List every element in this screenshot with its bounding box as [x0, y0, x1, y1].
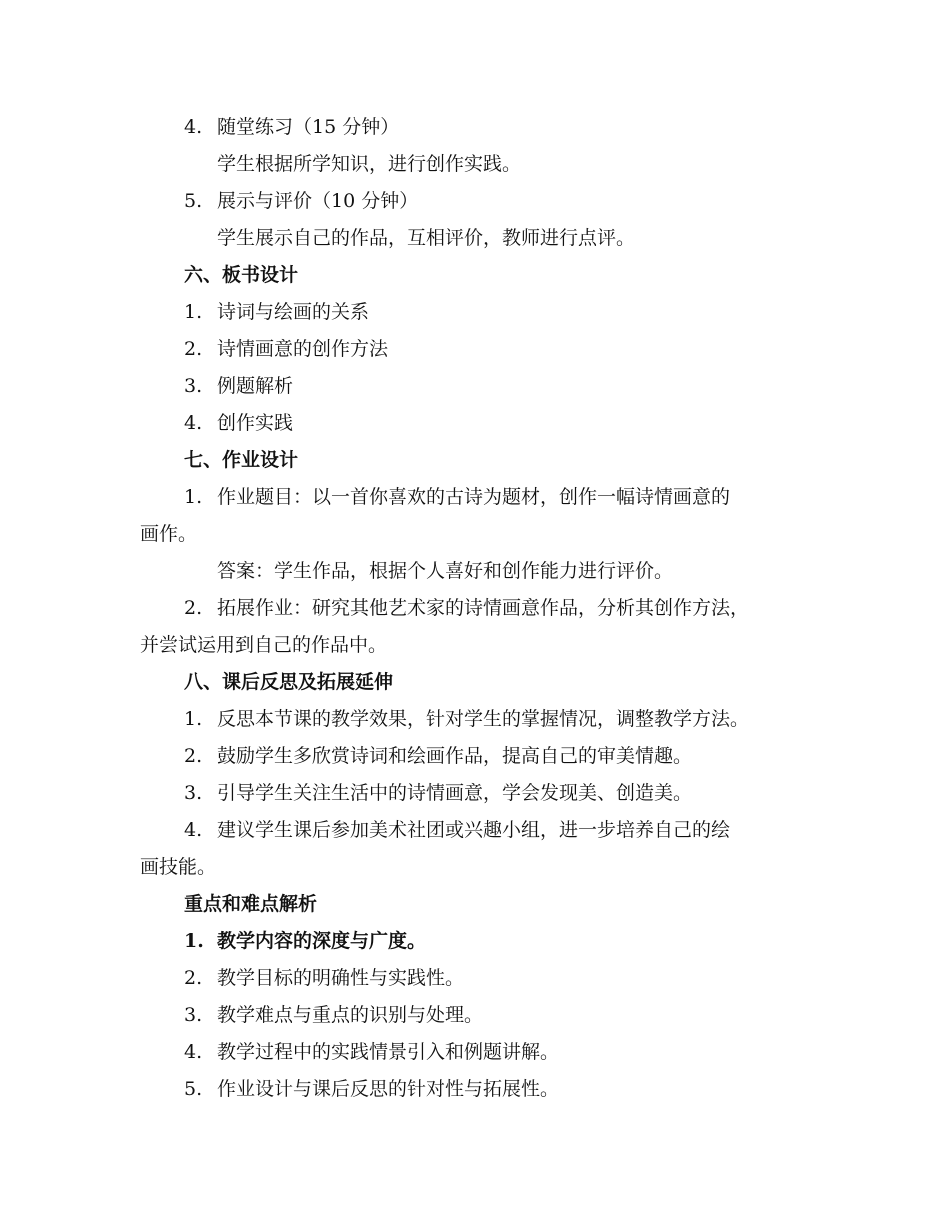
list-item — [184, 1040, 559, 1064]
list-item — [184, 966, 464, 990]
list-item — [184, 596, 749, 620]
item-number: 1. — [184, 486, 203, 508]
list-item — [184, 1003, 483, 1027]
item-number: 2. — [184, 338, 203, 360]
item-text: 教学目标的明确性与实践性。 — [217, 967, 465, 989]
section-heading-analysis: 重点和难点解析 — [184, 893, 318, 915]
section-heading-board: 六、板书设计 — [184, 264, 299, 286]
list-item — [184, 374, 293, 398]
item-continuation: 画作。 — [140, 523, 198, 545]
item-text: 作业设计与课后反思的针对性与拓展性。 — [217, 1078, 560, 1100]
list-item — [184, 485, 730, 509]
item-number: 4. — [184, 1041, 203, 1063]
step-item — [184, 189, 418, 213]
item-number: 1. — [184, 301, 203, 323]
item-text: 教学内容的深度与广度。 — [217, 930, 427, 952]
list-item — [184, 1077, 559, 1101]
section-heading-reflection: 八、课后反思及拓展延伸 — [184, 671, 394, 693]
item-text: 引导学生关注生活中的诗情画意，学会发现美、创造美。 — [217, 782, 693, 804]
item-text: 例题解析 — [217, 375, 294, 397]
list-item — [184, 744, 692, 768]
item-number: 2. — [184, 745, 203, 767]
item-number: 3. — [184, 375, 203, 397]
step-title: 随堂练习（15 分钟） — [217, 116, 400, 138]
item-number: 5. — [184, 1078, 203, 1100]
item-number: 1. — [184, 708, 203, 730]
item-number: 4. — [184, 819, 203, 841]
list-item — [184, 707, 749, 731]
list-item — [184, 300, 369, 324]
item-text: 建议学生课后参加美术社团或兴趣小组，进一步培养自己的绘 — [217, 819, 731, 841]
item-number: 4. — [184, 412, 203, 434]
item-text: 作业题目：以一首你喜欢的古诗为题材，创作一幅诗情画意的 — [217, 486, 731, 508]
list-item — [184, 818, 730, 842]
list-item — [184, 929, 426, 953]
list-item — [184, 337, 388, 361]
item-text: 诗词与绘画的关系 — [217, 301, 370, 323]
list-item — [184, 781, 692, 805]
step-title: 展示与评价（10 分钟） — [217, 190, 419, 212]
step-item — [184, 115, 399, 139]
item-continuation: 画技能。 — [140, 856, 217, 878]
item-text: 创作实践 — [217, 412, 294, 434]
answer-text: 答案：学生作品，根据个人喜好和创作能力进行评价。 — [217, 560, 674, 582]
item-number: 2. — [184, 597, 203, 619]
item-text: 教学过程中的实践情景引入和例题讲解。 — [217, 1041, 560, 1063]
step-description: 学生根据所学知识，进行创作实践。 — [217, 153, 522, 175]
item-number: 3. — [184, 782, 203, 804]
section-heading-homework: 七、作业设计 — [184, 449, 299, 471]
item-text: 鼓励学生多欣赏诗词和绘画作品，提高自己的审美情趣。 — [217, 745, 693, 767]
item-text: 诗情画意的创作方法 — [217, 338, 389, 360]
item-number: 1. — [184, 930, 204, 952]
item-text: 教学难点与重点的识别与处理。 — [217, 1004, 484, 1026]
item-text: 反思本节课的教学效果，针对学生的掌握情况，调整教学方法。 — [217, 708, 750, 730]
item-number: 2. — [184, 967, 203, 989]
step-number: 5. — [184, 190, 203, 212]
item-number: 3. — [184, 1004, 203, 1026]
step-description: 学生展示自己的作品，互相评价，教师进行点评。 — [217, 227, 636, 249]
item-text: 拓展作业：研究其他艺术家的诗情画意作品，分析其创作方法， — [217, 597, 750, 619]
item-continuation: 并尝试运用到自己的作品中。 — [140, 634, 388, 656]
step-number: 4. — [184, 116, 203, 138]
list-item — [184, 411, 293, 435]
